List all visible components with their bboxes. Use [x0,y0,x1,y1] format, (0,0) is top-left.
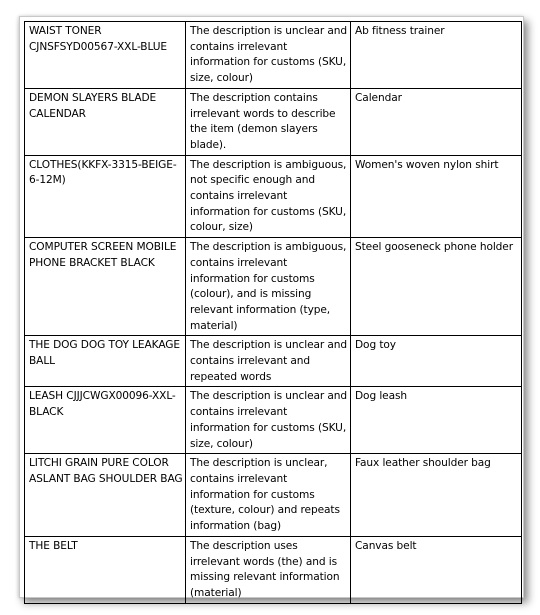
table-row [25,88,522,155]
table-row [25,336,522,387]
reason-cell: The description is unclear and contains irrelevant and repeated words [186,336,351,387]
suggested-description-cell: Calendar [351,88,522,155]
suggested-description-cell: Dog toy [351,336,522,387]
table-row [25,454,522,537]
suggested-description-cell: Canvas belt [351,536,522,603]
table-row [25,238,522,336]
reason-cell: The description is unclear and contains irrelevant information for customs (SKU, size, colour) [186,22,351,89]
suggested-description-cell: Steel gooseneck phone holder [351,238,522,336]
suggested-description-cell: Ab fitness trainer [351,22,522,89]
reason-cell: The description contains irrelevant words to describe the item (demon slayers blade). [186,88,351,155]
reason-cell: The description is unclear and contains irrelevant information for customs (SKU, size, colour) [186,387,351,454]
document-page [19,16,524,598]
item-description-cell: WAIST TONER CJNSFSYD00567-XXL-BLUE [25,22,186,89]
item-description-cell: THE DOG DOG TOY LEAKAGE BALL [25,336,186,387]
item-description-cell: THE BELT [25,536,186,603]
suggested-description-cell: Faux leather shoulder bag [351,454,522,537]
suggested-description-cell: Dog leash [351,387,522,454]
reason-cell: The description is unclear, contains irrelevant information for customs (texture, colour) and repeats information (bag) [186,454,351,537]
table-row [25,155,522,238]
description-table [24,21,522,604]
suggested-description-cell: Women's woven nylon shirt [351,155,522,238]
item-description-cell: LEASH CJJJCWGX00096-XXL-BLACK [25,387,186,454]
reason-cell: The description is ambiguous, not specific enough and contains irrelevant information for customs (SKU, colour, size) [186,155,351,238]
reason-cell: The description uses irrelevant words (the) and is missing relevant information (material) [186,536,351,603]
table-row [25,22,522,89]
item-description-cell: LITCHI GRAIN PURE COLOR ASLANT BAG SHOULDER BAG [25,454,186,537]
reason-cell: The description is ambiguous, contains irrelevant information for customs (colour), and is missing relevant information (type, material) [186,238,351,336]
item-description-cell: CLOTHES(KKFX-3315-BEIGE-6-12M) [25,155,186,238]
item-description-cell: DEMON SLAYERS BLADE CALENDAR [25,88,186,155]
table-row [25,536,522,603]
item-description-cell: COMPUTER SCREEN MOBILE PHONE BRACKET BLACK [25,238,186,336]
table-row [25,387,522,454]
